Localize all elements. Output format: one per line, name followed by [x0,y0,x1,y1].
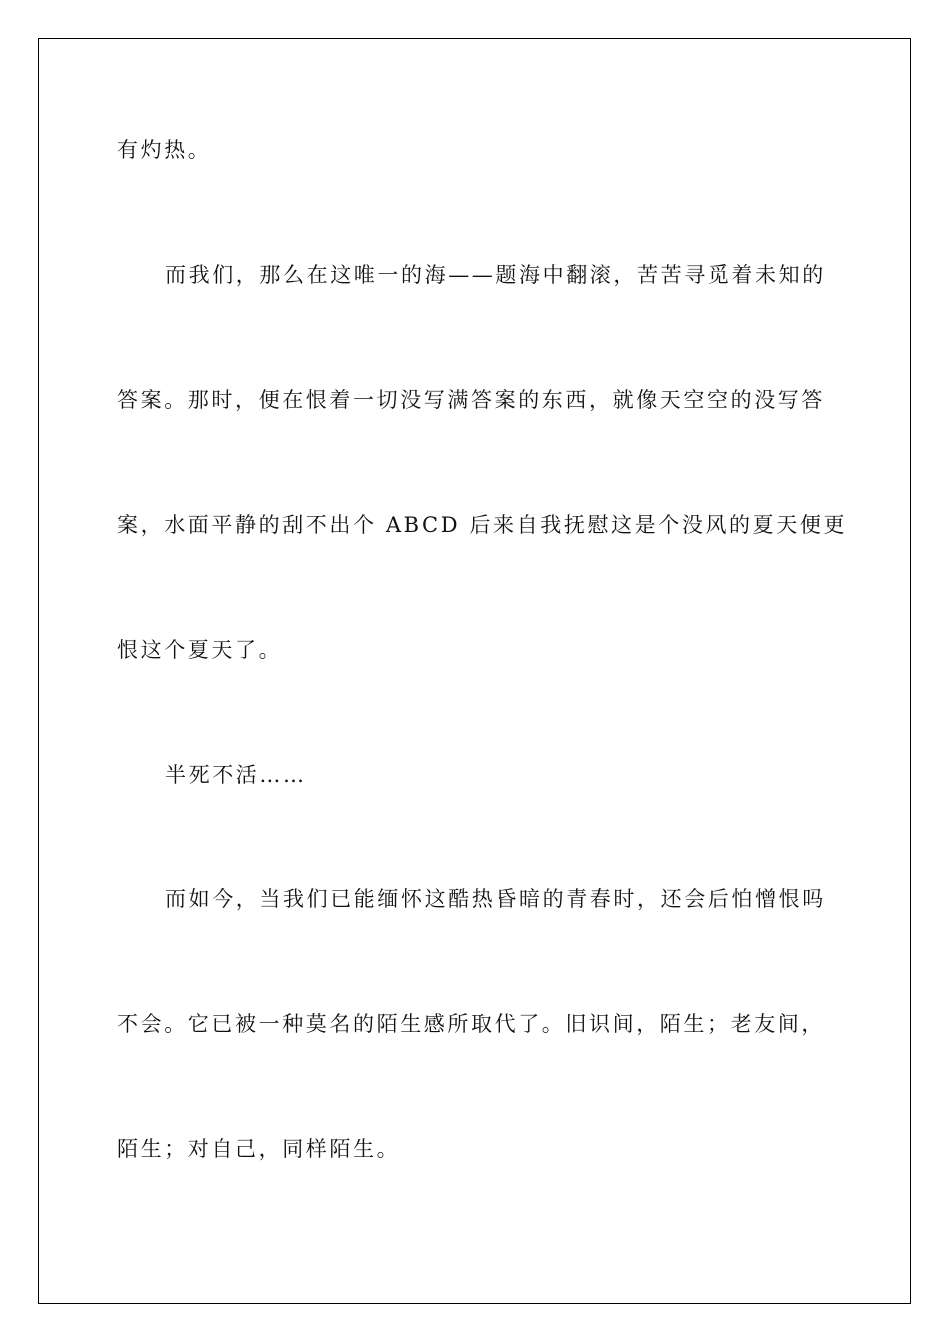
text-line: 陌生；对自己，同样陌生。 [117,1137,401,1161]
text-line: 半死不活…… [165,763,307,787]
text-line: 恨这个夏天了。 [117,638,283,662]
page-frame [38,38,911,1304]
text-line: 案，水面平静的刮不出个 ABCD 后来自我抚慰这是个没风的夏天便更 [117,513,848,537]
text-line: 有灼热。 [117,138,212,162]
text-line: 而如今，当我们已能缅怀这酷热昏暗的青春时，还会后怕憎恨吗 [165,887,826,911]
text-line: 不会。它已被一种莫名的陌生感所取代了。旧识间，陌生；老友间， [117,1012,825,1036]
text-line: 而我们，那么在这唯一的海——题海中翻滚，苦苦寻觅着未知的 [165,263,826,287]
text-line: 答案。那时，便在恨着一切没写满答案的东西，就像天空空的没写答 [117,388,825,412]
